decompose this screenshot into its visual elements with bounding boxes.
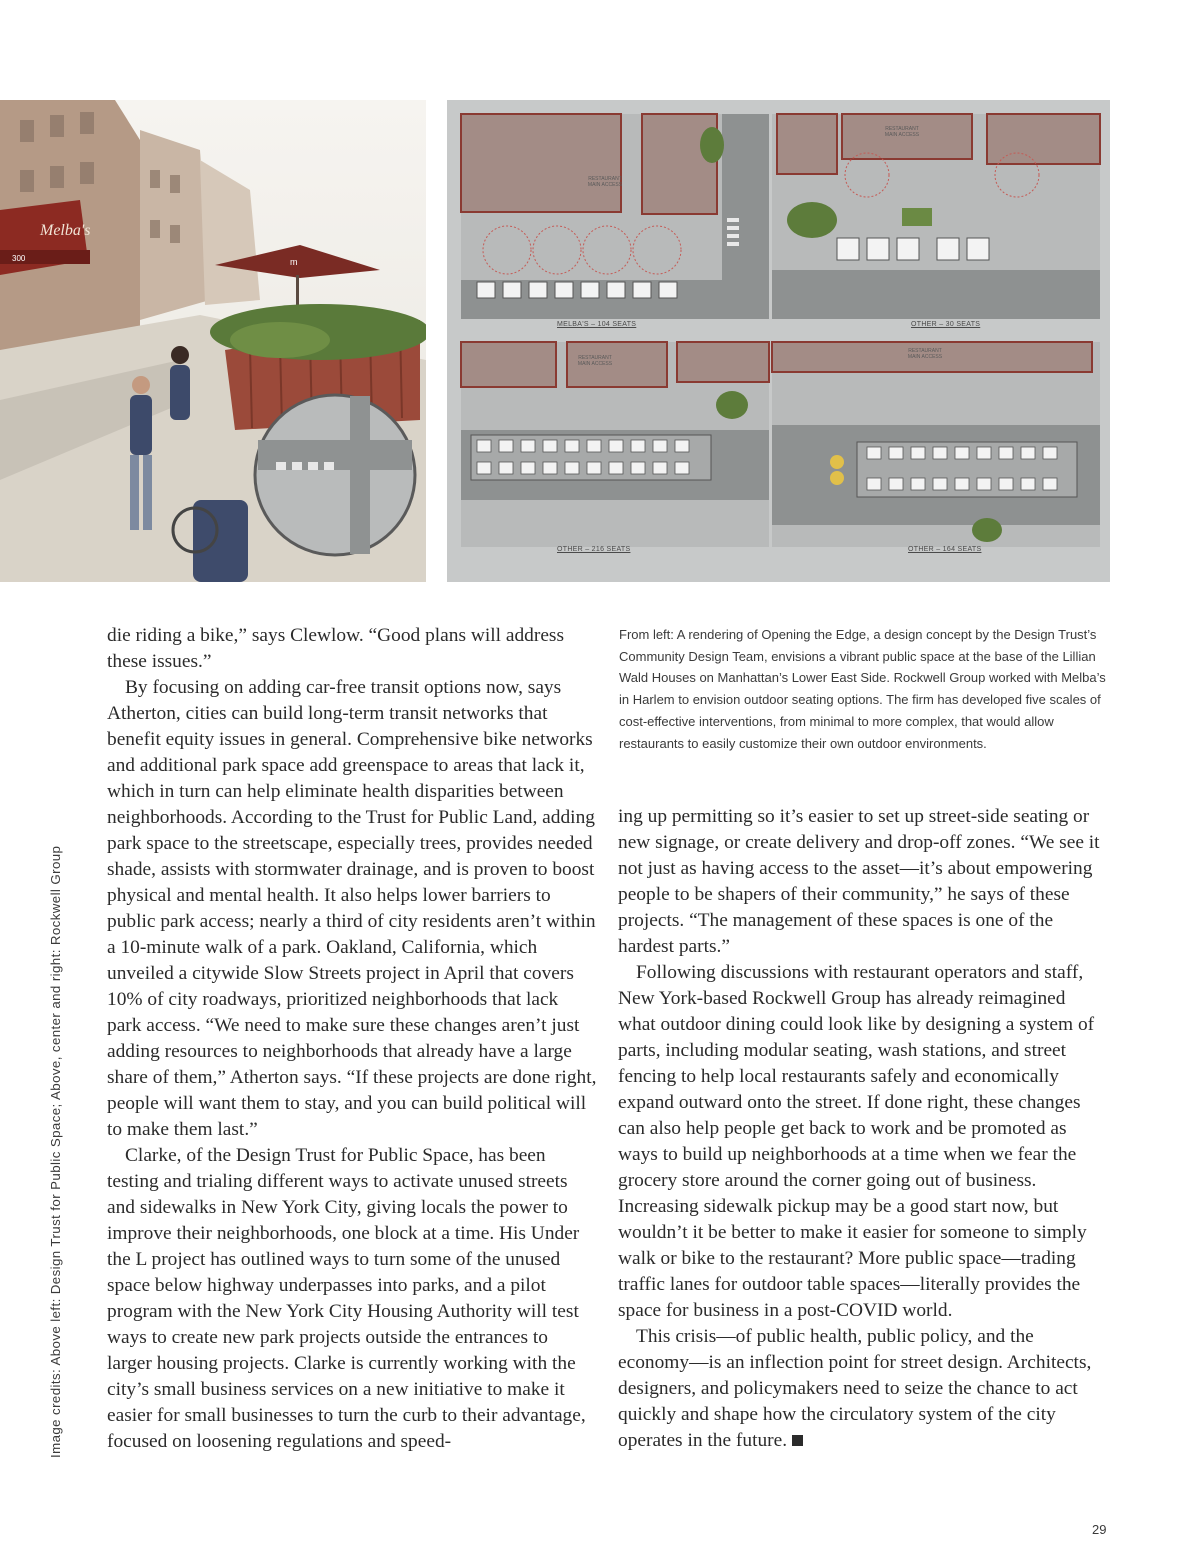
left-column [107,623,597,1455]
rendering-image [0,100,426,582]
paragraph: Following discussions with restaurant operators and staff, New York-based Rockwell Group has already reimagined what outdoor dining could look like by designing a system of parts, including modular seating, wash stations, and street fencing to help local restaurants safely and economically expand outward onto the street. If done right, these changes can also help people get back to work and be promoted as ways to build up neighborhoods at a time when we fear the grocery store around the corner going out of business. Increasing sidewalk pickup may be a good start now, but wouldn’t it be better to make it easier for someone to simply walk or bike to the restaurant? More public space—trading traffic lanes for outdoor table spaces—literally provides the space for business in a post-COVID world. [618,962,1095,1321]
paragraph: ing up permitting so it’s easier to set up street-side seating or new signage, or create delivery and drop-off zones. “We see it not just as having access to the asset—it’s about empowering people to be shapers of their community,” he says of these projects. “The management of these spaces is one of the hardest parts.” [618,806,1100,957]
plan-4-label: OTHER – 164 SEATS [908,546,982,553]
site-plans-illustration [447,100,1110,582]
plan-other-164 [772,342,1100,547]
site-plans-image [447,100,1110,582]
plan-other-30 [772,114,1100,319]
right-column [618,804,1103,1454]
plan-2-label: OTHER – 30 SEATS [911,321,981,328]
page-number: 29 [1092,1522,1107,1537]
svg-text:300: 300 [12,254,26,263]
plan-2-access-label: RESTAURANT MAIN ACCESS [884,126,920,138]
plan-other-216 [461,342,769,547]
svg-text:Melba's: Melba's [40,222,91,239]
paragraph: By focusing on adding car-free transit options now, says Atherton, cities can build long-term transit networks that benefit equity issues in general. Comprehensive bike networks and additional park space add greenspace to areas that lack it, which in turn can help eliminate health disparities between neighborhoods. According to the Trust for Public Land, adding park space to the streetscape, especially trees, provides needed shade, assists with stormwater drainage, and is proven to boost physical and mental health. It also helps lower barriers to public park access; nearly a third of city residents aren’t within a 10-minute walk of a park. Oakland, California, which unveiled a citywide Slow Streets project in April that covers 10% of city roadways, prioritized neighborhoods that lack park access. “We need to make sure these changes aren’t just adding resources to neighborhoods that already have a large share of them,” Atherton says. “If these projects are done right, people will want them to stay, and you can build political will to make them last.” [107,677,597,1140]
end-mark-icon [792,1435,803,1446]
plan-1-label: MELBA'S – 104 SEATS [557,321,637,328]
plan-3-label: OTHER – 216 SEATS [557,546,631,553]
paragraph: Clarke, of the Design Trust for Public Space, has been testing and trialing different ways to activate unused streets and sidewalks in New York City, giving locals the power to improve their neighborhoods, one block at a time. His Under the L project has outlined ways to turn some of the unused space below highway underpasses into parks, and a pilot program with the New York City Housing Authority will test ways to create new park projects outside the entrances to larger housing projects. Clarke is currently working with the city’s small business services on a new initiative to make it easier for small businesses to turn the curb to their advantage, focused on loosening regulations and speed- [107,1145,586,1452]
paragraph-text: This crisis—of public health, public policy, and the economy—is an inflection point for street design. Architects, designers, and policymakers need to seize the chance to act quickly and shape how the circulatory system of the city operates in the future. [618,1326,1092,1451]
paragraph: die riding a bike,” says Clewlow. “Good plans will address these issues.” [107,625,565,672]
plan-4-access-label: RESTAURANT MAIN ACCESS [907,348,943,360]
plan-melbas [461,114,769,319]
street-rendering-illustration [0,100,426,582]
plan-1-access-label: RESTAURANT MAIN ACCESS [587,176,623,188]
plan-3-access-label: RESTAURANT MAIN ACCESS [577,355,613,367]
image-credit: Image credits: Above left: Design Trust for Public Space; Above, center and right: Rockwell Group [48,845,63,1458]
paragraph-final [618,1324,1103,1454]
figure-caption: From left: A rendering of Opening the Edge, a design concept by the Design Trust’s Community Design Team, envisions a vibrant public space at the base of the Lillian Wald Houses on Manhattan’s Lower East Side. Rockwell Group worked with Melba’s in Harlem to envision outdoor seating options. The firm has developed five scales of cost-effective interventions, from minimal to more complex, that would allow restaurants to easily customize their own outdoor environments. [619,627,1106,751]
svg-text:m: m [290,257,298,267]
